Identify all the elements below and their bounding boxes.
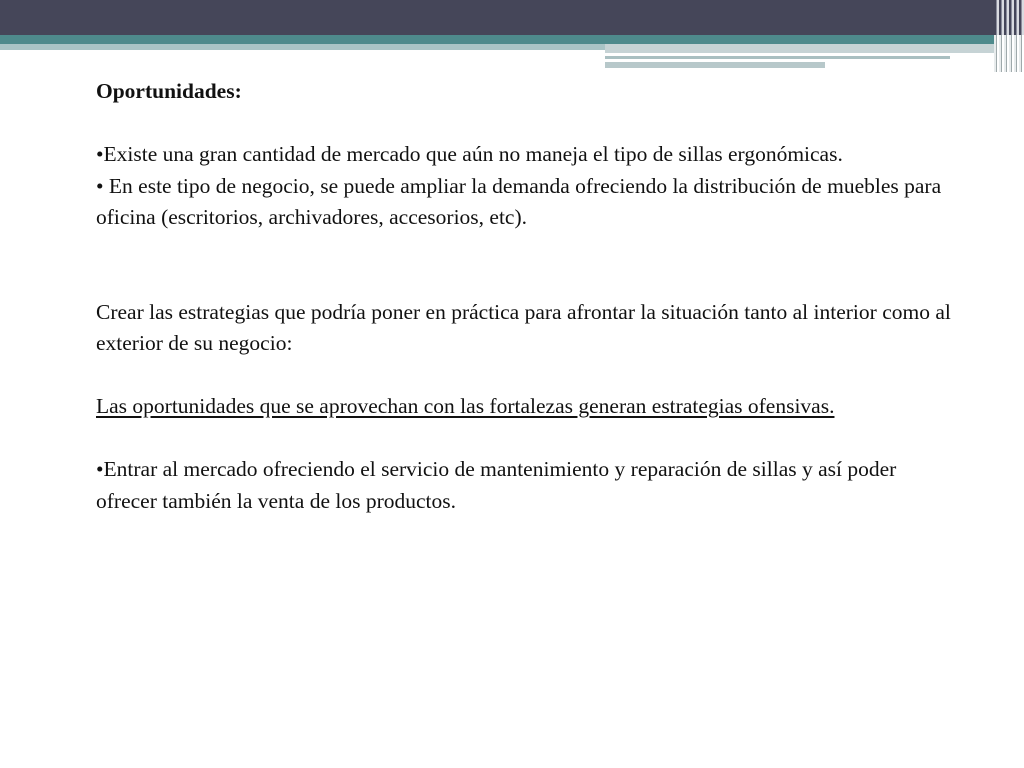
header-accent-line-short	[605, 62, 825, 68]
header-band-grey	[0, 44, 605, 50]
section-heading: Oportunidades:	[96, 79, 242, 103]
spacer	[96, 360, 956, 392]
header-band-grey-right	[605, 44, 1000, 53]
spacer	[96, 423, 956, 455]
opportunity-item-1: •Existe una gran cantidad de mercado que aún no maneja el tipo de sillas ergonómicas.	[96, 142, 843, 166]
header-band-teal	[0, 35, 1000, 44]
spacer	[96, 108, 956, 140]
strategy-item: •Entrar al mercado ofreciendo el servicio de mantenimiento y reparación de sillas y así poder ofrecer también la venta de los productos.	[96, 457, 897, 513]
strategy-prompt: Crear las estrategias que podría poner en práctica para afrontar la situación tanto al interior como al exterior de su negocio:	[96, 299, 951, 355]
header-band-dark	[0, 0, 1024, 35]
opportunity-item-2: • En este tipo de negocio, se puede ampliar la demanda ofreciendo la distribución de muebles para oficina (escritorios, archivadores, accesorios, etc).	[96, 173, 942, 229]
spacer	[96, 234, 956, 297]
header-vertical-stripes	[994, 0, 1024, 72]
strategy-title: Las oportunidades que se aprovechan con las fortalezas generan estrategias ofensivas.	[96, 394, 835, 418]
slide-body	[96, 76, 956, 517]
header-accent-line	[605, 56, 950, 59]
